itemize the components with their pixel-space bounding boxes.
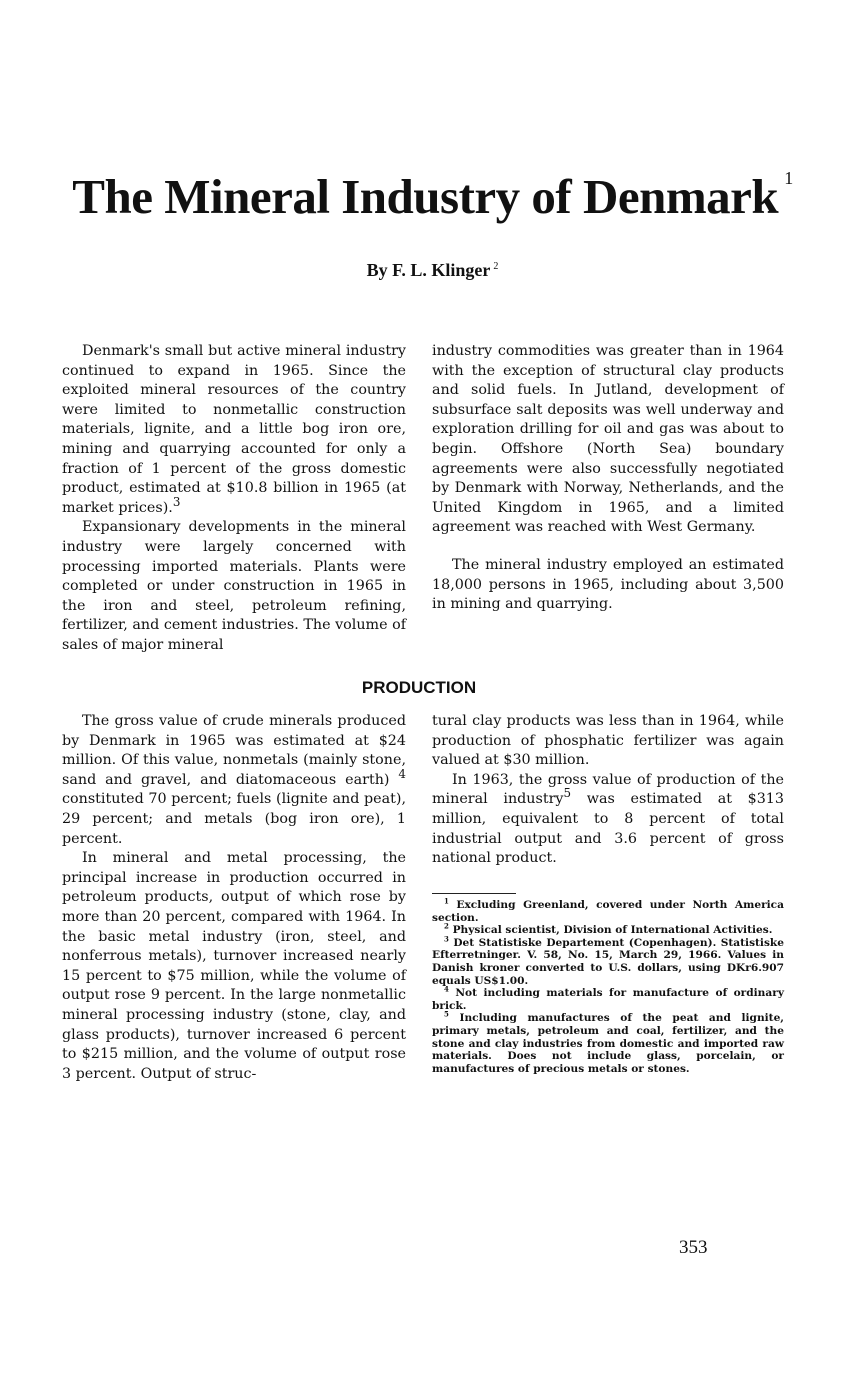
footnote-2 bbox=[432, 921, 784, 937]
footnote-3 bbox=[432, 934, 784, 987]
footnote-2-number: 2 bbox=[444, 921, 449, 931]
footnote-3-text: Det Statistiske Departement (Copenhagen). Statistiske Efterretninger. V. 58, No. 15, March 29, 1966. Values in Danish kroner converted to U.S. dollars, using DKr6.907 equals US$1.00. bbox=[432, 936, 784, 987]
author-byline bbox=[0, 260, 865, 281]
production-paragraph-2: In mineral and metal processing, the principal increase in production occurred in petroleum products, output of which rose by more than 20 percent, compared with 1964. In the basic metal industry (iron, steel, and nonferrous metals), turnover increased nearly 15 percent to $75 million, while the volume of output rose 9 percent. In the large nonmetallic mineral processing industry (stone, clay, and glass products), turnover increased 6 percent to $215 million, and the volume of output rose 3 percent. Output of struc- bbox=[62, 850, 406, 1082]
production-paragraph-3 bbox=[432, 771, 784, 869]
production-p3-text-b: was estimated at $313 million, equivalent to 8 percent of total industrial output and 3.6 percent of gross national product. bbox=[432, 791, 784, 867]
footnote-1-number: 1 bbox=[444, 896, 449, 906]
title-footnote-marker: 1 bbox=[784, 168, 793, 188]
title-text: The Mineral Industry of Denmark bbox=[72, 169, 779, 224]
footnote-divider bbox=[432, 893, 516, 894]
intro-p1-text: Denmark's small but active mineral industry continued to expand in 1965. Since the exploited mineral resources of the country were limited to nonmetallic construction materials, lignite, and a little bog iron ore, mining and quarrying accounted for only a fraction of 1 percent of the gross domestic product, estimated at $10.8 billion in 1965 (at market prices). bbox=[62, 343, 406, 516]
intro-paragraph-2-continued: industry commodities was greater than in 1964 with the exception of structural clay products and solid fuels. In Jutland, development of subsurface salt deposits was well underway and exploration drilling for oil and gas was about to begin. Offshore (North Sea) boundary agreements were also successfully negotiated by Denmark with Norway, Netherlands, and the United Kingdom in 1965, and a limited agreement was reached with West Germany. bbox=[432, 343, 784, 536]
footnote-1-text: Excluding Greenland, covered under North America section. bbox=[432, 899, 784, 924]
production-p3-footnote-marker: 5 bbox=[563, 786, 572, 801]
intro-paragraph-3: The mineral industry employed an estimated 18,000 persons in 1965, including about 3,500 in mining and quarrying. bbox=[432, 556, 784, 613]
footnote-1 bbox=[432, 896, 784, 924]
intro-paragraph-2: Expansionary developments in the mineral industry were largely concerned with processing imported materials. Plants were completed or under construction in 1965 in the iron and steel, petroleum refining, fertilizer, and cement industries. The volume of sales of major mineral bbox=[62, 519, 406, 653]
article-title bbox=[0, 168, 865, 225]
footnotes bbox=[432, 896, 784, 1075]
production-p1-footnote-marker: 4 bbox=[398, 767, 406, 782]
footnote-5-text: Including manufactures of the peat and lignite, primary metals, petroleum and coal, fertilizer, and the stone and clay industries from domestic and imported raw materials. Does not include glass, porcelain, or manufactures of precious metals or stones. bbox=[432, 1012, 784, 1075]
footnote-4-text: Not including materials for manufacture of ordinary brick. bbox=[432, 987, 784, 1012]
production-p1-text-b: constituted 70 percent; fuels (lignite and peat), 29 percent; and metals (bog iron ore), 1 percent. bbox=[62, 791, 406, 847]
production-p1-text-a: The gross value of crude minerals produced by Denmark in 1965 was estimated at $24 million. Of this value, nonmetals (mainly stone, sand and gravel, and diatomaceous earth) bbox=[62, 713, 406, 788]
byline-text: By F. L. Klinger bbox=[366, 260, 491, 280]
production-p3-text-a: In 1963, the gross value of production of the mineral industry bbox=[432, 771, 784, 808]
intro-column-left bbox=[62, 342, 406, 656]
footnote-4-number: 4 bbox=[444, 984, 449, 994]
page-number: 353 bbox=[679, 1237, 708, 1258]
byline-footnote-marker: 2 bbox=[493, 261, 499, 272]
intro-p1-footnote-marker: 3 bbox=[172, 494, 181, 509]
footnote-5-number: 5 bbox=[444, 1009, 449, 1019]
production-column-right bbox=[432, 712, 784, 869]
intro-paragraph-1 bbox=[62, 342, 406, 518]
footnote-2-text: Physical scientist, Division of International Activities. bbox=[452, 924, 773, 937]
footnote-5 bbox=[432, 1009, 784, 1075]
footnote-4 bbox=[432, 984, 784, 1012]
production-paragraph-2-continued: tural clay products was less than in 1964, while production of phosphatic fertilizer was again valued at $30 million. bbox=[432, 713, 784, 769]
production-column-left bbox=[62, 712, 406, 1084]
footnote-3-number: 3 bbox=[444, 934, 449, 944]
intro-column-right bbox=[432, 342, 784, 615]
production-paragraph-1 bbox=[62, 712, 406, 849]
section-heading-production: PRODUCTION bbox=[361, 678, 477, 697]
